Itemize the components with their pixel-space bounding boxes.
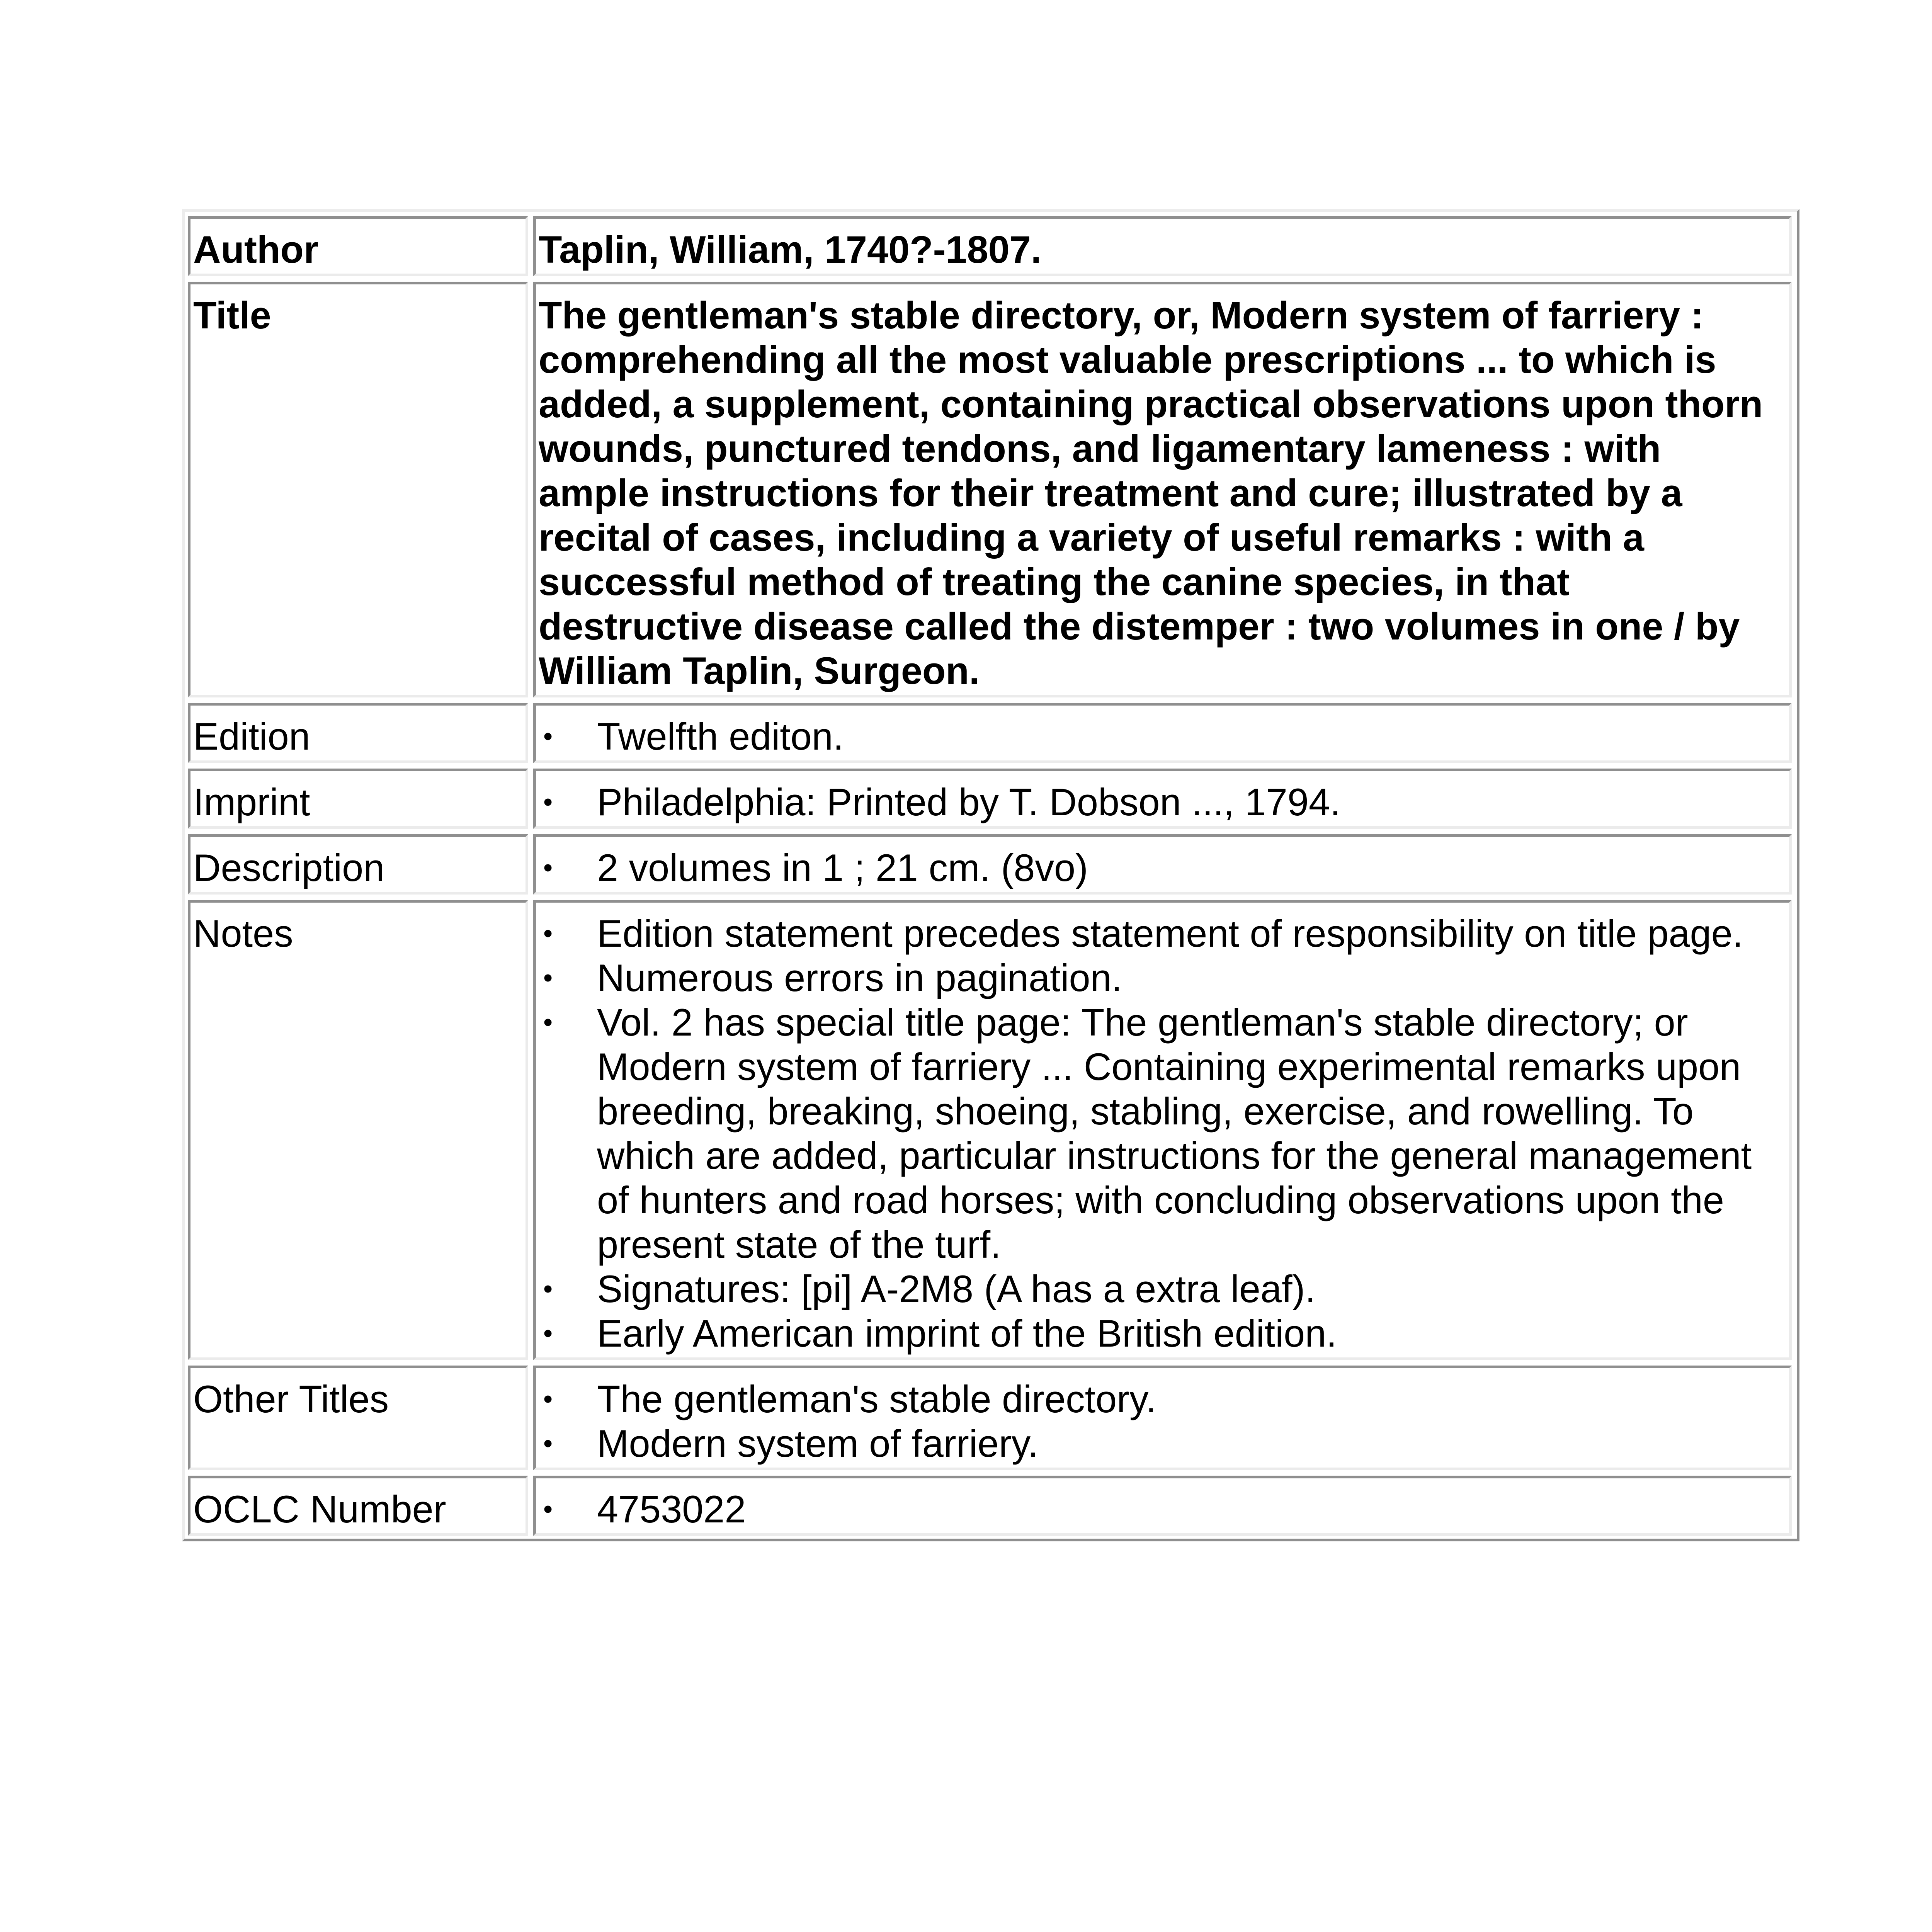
note-line: which are added, particular instructions for the general management xyxy=(597,1134,1752,1177)
bullet-icon: • xyxy=(543,918,553,948)
title-line: comprehending all the most valuable prescriptions ... to which is xyxy=(539,338,1716,381)
imprint-text: Philadelphia: Printed by T. Dobson ..., 1794. xyxy=(597,781,1341,823)
note-item xyxy=(539,1311,1786,1355)
author-value: Taplin, William, 1740?-1807. xyxy=(539,228,1042,271)
title-label-cell xyxy=(188,282,528,697)
imprint-item xyxy=(539,780,1786,824)
note-line: Modern system of farriery ... Containing experimental remarks upon xyxy=(597,1045,1741,1088)
other-title-item xyxy=(539,1377,1786,1421)
edition-value-cell xyxy=(533,703,1792,763)
description-item xyxy=(539,845,1786,890)
other-titles-label-cell xyxy=(188,1366,528,1470)
bullet-icon: • xyxy=(543,963,553,993)
notes-list xyxy=(539,911,1786,1355)
note-line: Signatures: [pi] A-2M8 (A has a extra leaf). xyxy=(597,1267,1316,1310)
note-line: Numerous errors in pagination. xyxy=(597,956,1122,999)
other-titles-list xyxy=(539,1377,1786,1466)
author-value-cell xyxy=(533,216,1792,276)
imprint-label-cell xyxy=(188,769,528,829)
author-label: Author xyxy=(193,228,319,271)
bullet-icon: • xyxy=(543,852,553,883)
title-line: The gentleman's stable directory, or, Modern system of farriery : xyxy=(539,294,1704,337)
bullet-icon: • xyxy=(543,1274,553,1304)
bullet-icon: • xyxy=(543,787,553,817)
note-line: of hunters and road horses; with concluding observations upon the xyxy=(597,1179,1724,1221)
edition-label-cell xyxy=(188,703,528,763)
other-title-item xyxy=(539,1421,1786,1466)
note-line: Vol. 2 has special title page: The gentleman's stable directory; or xyxy=(597,1001,1688,1044)
title-line: recital of cases, including a variety of useful remarks : with a xyxy=(539,516,1644,559)
note-item xyxy=(539,1267,1786,1311)
description-text: 2 volumes in 1 ; 21 cm. (8vo) xyxy=(597,846,1088,889)
other-title-text: Modern system of farriery. xyxy=(597,1422,1039,1465)
edition-item xyxy=(539,714,1786,759)
note-line: Edition statement precedes statement of responsibility on title page. xyxy=(597,912,1743,955)
description-label: Description xyxy=(193,846,385,889)
note-item xyxy=(539,1000,1786,1267)
other-titles-label: Other Titles xyxy=(193,1378,389,1420)
bullet-icon: • xyxy=(543,1494,553,1524)
other-titles-value-cell xyxy=(533,1366,1792,1470)
note-line: Early American imprint of the British edition. xyxy=(597,1312,1337,1355)
oclc-item xyxy=(539,1487,1786,1531)
title-line: ample instructions for their treatment and cure; illustrated by a xyxy=(539,471,1682,514)
note-line: breeding, breaking, shoeing, stabling, exercise, and rowelling. To xyxy=(597,1090,1694,1133)
notes-label-cell xyxy=(188,900,528,1360)
title-value-cell xyxy=(533,282,1792,697)
bibliographic-record-table xyxy=(182,209,1799,1541)
edition-text: Twelfth editon. xyxy=(597,715,844,758)
imprint-list xyxy=(539,780,1786,824)
oclc-number: 4753022 xyxy=(597,1488,746,1531)
title-line: wounds, punctured tendons, and ligamentary lameness : with xyxy=(539,427,1661,470)
title-line: added, a supplement, containing practical observations upon thorn xyxy=(539,383,1763,425)
title-label: Title xyxy=(193,294,271,337)
notes-label: Notes xyxy=(193,912,293,955)
bullet-icon: • xyxy=(543,1318,553,1348)
oclc-value-cell xyxy=(533,1476,1792,1536)
note-item xyxy=(539,956,1786,1000)
title-line: successful method of treating the canine species, in that xyxy=(539,560,1570,603)
oclc-label-cell xyxy=(188,1476,528,1536)
imprint-label: Imprint xyxy=(193,781,310,823)
title-line: destructive disease called the distemper : two volumes in one / by xyxy=(539,605,1740,648)
bullet-icon: • xyxy=(543,1007,553,1037)
bullet-icon: • xyxy=(543,721,553,751)
description-list xyxy=(539,845,1786,890)
other-title-text: The gentleman's stable directory. xyxy=(597,1378,1156,1420)
title-line: William Taplin, Surgeon. xyxy=(539,649,980,692)
description-value-cell xyxy=(533,834,1792,895)
bullet-icon: • xyxy=(543,1428,553,1458)
bullet-icon: • xyxy=(543,1384,553,1414)
note-line: present state of the turf. xyxy=(597,1223,1001,1266)
oclc-label: OCLC Number xyxy=(193,1488,446,1531)
edition-list xyxy=(539,714,1786,759)
author-label-cell xyxy=(188,216,528,276)
notes-value-cell xyxy=(533,900,1792,1360)
description-label-cell xyxy=(188,834,528,895)
oclc-list xyxy=(539,1487,1786,1531)
edition-label: Edition xyxy=(193,715,310,758)
note-item xyxy=(539,911,1786,956)
imprint-value-cell xyxy=(533,769,1792,829)
